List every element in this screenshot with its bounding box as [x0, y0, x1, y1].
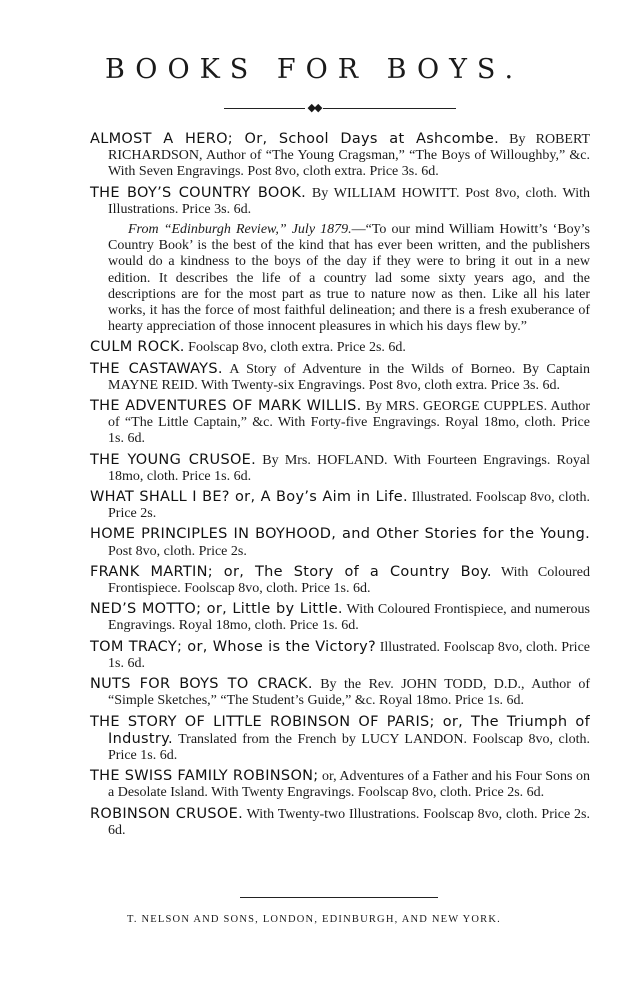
book-details: With Coloured Frontispiece, and numerous Engravings. Royal 18mo, cloth. Price 1s. 6d.: [108, 602, 591, 634]
book-entry: [90, 601, 590, 634]
book-details: By WILLIAM HOWITT. Post 8vo, cloth. With Illustrations. Price 3s. 6d.: [108, 185, 590, 217]
book-entry: [90, 526, 590, 559]
book-title: WHAT SHALL I BE? or, A Boy’s Aim in Life.: [90, 489, 408, 506]
review-quote: [108, 222, 590, 335]
bottom-rule: [240, 897, 438, 898]
quote-source: From “Edinburgh Review,” July 1879.: [128, 222, 352, 238]
book-details: Post 8vo, cloth. Price 2s.: [108, 543, 247, 559]
publisher-footer: T. NELSON AND SONS, LONDON, EDINBURGH, AND NEW YORK.: [127, 914, 501, 925]
book-details: By the Rev. JOHN TODD, D.D., Author of “Simple Sketches,” “The Student’s Guide,” &c. Royal 18mo. Price 1s. 6d.: [108, 677, 590, 709]
book-entry: [90, 131, 590, 181]
page-heading: BOOKS FOR BOYS.: [104, 54, 524, 85]
book-title: THE YOUNG CRUSOE.: [90, 451, 257, 468]
book-title: FRANK MARTIN; or, The Story of a Country Boy.: [90, 563, 492, 580]
book-entry: [90, 452, 590, 485]
book-entry: [90, 768, 590, 801]
book-details: By MRS. GEORGE CUPPLES. Author of “The Little Captain,” &c. With Forty-five Engravings. Royal 18mo, cloth. Price 1s. 6d.: [108, 399, 590, 447]
book-entry: [90, 361, 590, 394]
book-entry: [90, 714, 590, 765]
book-list: [90, 131, 590, 843]
book-details: Illustrated. Foolscap 8vo, cloth. Price 1s. 6d.: [108, 639, 591, 671]
book-details: By Mrs. HOFLAND. With Fourteen Engravings. Royal 18mo, cloth. Price 1s. 6d.: [108, 452, 590, 484]
book-entry: [90, 639, 590, 672]
book-title: ALMOST A HERO; Or, School Days at Ashcombe.: [90, 131, 500, 147]
book-title: CULM ROCK.: [90, 339, 185, 356]
diamond-ornament-icon: ◆◆: [0, 98, 628, 118]
book-entry: [90, 806, 590, 839]
book-entry: [90, 185, 590, 218]
book-details: Translated from the French by LUCY LANDON. Foolscap 8vo, cloth. Price 1s. 6d.: [108, 731, 590, 763]
book-entry: [90, 339, 590, 356]
quote-text: —“To our mind William Howitt’s ‘Boy’s Country Book’ is the best of the kind that has ever been written, and the publishers would do a kindness to the boys of the day if they were to bring it out in a new edition. It describes the life of a country lad some sixty years ago, and the descriptions are for the most part as true to nature now as then. Like all his later works, it has the force of most faithful delineation; and there is a fresh exuberance of hearty appreciation of those innocent pleasures in which his days flew by.”: [108, 222, 591, 335]
book-title: HOME PRINCIPLES IN BOYHOOD, and Other Stories for the Young.: [90, 526, 590, 543]
book-details: With Coloured Frontispiece. Foolscap 8vo, cloth. Price 1s. 6d.: [108, 564, 590, 597]
book-title: THE SWISS FAMILY ROBINSON;: [90, 768, 319, 785]
book-title: THE STORY OF LITTLE ROBINSON OF PARIS; or, The Triumph of Industry.: [90, 713, 590, 747]
book-details: Illustrated. Foolscap 8vo, cloth. Price 2s.: [108, 490, 590, 522]
book-entry: [90, 489, 590, 522]
book-title: THE ADVENTURES OF MARK WILLIS.: [90, 398, 362, 415]
book-details: A Story of Adventure in the Wilds of Borneo. By Captain MAYNE REID. With Twenty-six Engravings. Post 8vo, cloth extra. Price 3s. 6d.: [108, 361, 590, 393]
book-title: THE BOY’S COUNTRY BOOK.: [90, 184, 307, 201]
book-details: Foolscap 8vo, cloth extra. Price 2s. 6d.: [188, 340, 406, 356]
book-title: NED’S MOTTO; or, Little by Little.: [90, 601, 343, 618]
book-entry: [90, 398, 590, 448]
book-title: NUTS FOR BOYS TO CRACK.: [90, 676, 313, 693]
book-title: THE CASTAWAYS.: [90, 360, 223, 377]
book-entry: [90, 676, 590, 709]
book-details: or, Adventures of a Father and his Four Sons on a Desolate Island. With Twenty Engravings. Foolscap 8vo, cloth. Price 2s. 6d.: [108, 769, 590, 801]
book-details: By ROBERT RICHARDSON, Author of “The Young Cragsman,” “The Boys of Willoughby,” &c. With Seven Engravings. Post 8vo, cloth extra. Price 3s. 6d.: [108, 132, 591, 180]
book-entry: [90, 564, 590, 597]
book-title: ROBINSON CRUSOE.: [90, 805, 244, 822]
book-title: TOM TRACY; or, Whose is the Victory?: [90, 638, 377, 655]
book-details: With Twenty-two Illustrations. Foolscap 8vo, cloth. Price 2s. 6d.: [108, 806, 591, 838]
